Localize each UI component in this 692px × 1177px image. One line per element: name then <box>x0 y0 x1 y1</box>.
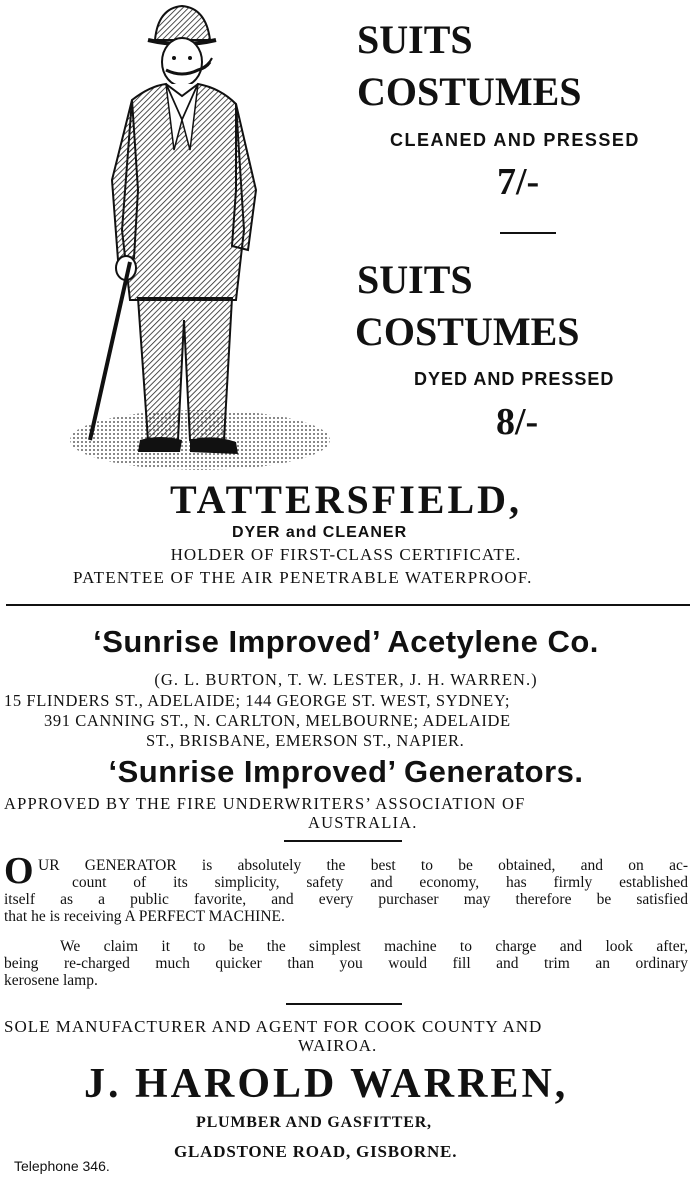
body1-line4: that he is receiving A PERFECT MACHINE. <box>4 908 285 925</box>
price-dyed: 8/- <box>496 401 539 443</box>
body1-line1: UR GENERATOR is absolutely the best to be obtained, and on ac- <box>38 857 688 874</box>
address-line3: ST., BRISBANE, EMERSON ST., NAPIER. <box>146 731 465 750</box>
body-paragraph-2 <box>4 938 688 989</box>
section-divider <box>6 604 690 606</box>
service-cleaned: CLEANED AND PRESSED <box>390 130 640 150</box>
body1-line3: itself as a public favorite, and every purchaser may therefore be satisfied <box>4 891 688 908</box>
approval-line1: APPROVED BY THE FIRE UNDERWRITERS’ ASSOCIATION OF <box>4 794 526 813</box>
heading1-line2: COSTUMES <box>357 69 582 114</box>
address-line1: 15 FLINDERS ST., ADELAIDE; 144 GEORGE ST. WEST, SYDNEY; <box>4 691 511 710</box>
patent-line: PATENTEE OF THE AIR PENETRABLE WATERPROOF. <box>73 568 533 587</box>
drop-cap: O <box>4 850 34 892</box>
price-cleaned: 7/- <box>497 161 540 203</box>
body2-line3: kerosene lamp. <box>4 972 98 989</box>
telephone-line: Telephone 346. <box>14 1158 110 1174</box>
partners-line: (G. L. BURTON, T. W. LESTER, J. H. WARREN.) <box>154 670 538 689</box>
product-name: ‘Sunrise Improved’ Generators. <box>108 754 584 789</box>
company-name: ‘Sunrise Improved’ Acetylene Co. <box>93 624 599 659</box>
agent-line1: SOLE MANUFACTURER AND AGENT FOR COOK COUNTY AND <box>4 1017 543 1036</box>
body-paragraph-1 <box>4 857 688 925</box>
business-name: TATTERSFIELD, <box>169 477 523 522</box>
address-line2: 391 CANNING ST., N. CARLTON, MELBOURNE; ADELAIDE <box>44 711 511 730</box>
trade-line: DYER and CLEANER <box>232 524 408 541</box>
proprietor-trade: PLUMBER AND GASFITTER, <box>196 1114 432 1131</box>
heading2-line1: SUITS <box>357 257 473 302</box>
service-dyed: DYED AND PRESSED <box>414 369 615 389</box>
divider-short-3 <box>286 1003 402 1005</box>
heading2-line2: COSTUMES <box>355 309 580 354</box>
agent-line2: WAIROA. <box>298 1036 378 1055</box>
body2-line2: being re-charged much quicker than you would fill and trim an ordinary <box>4 955 688 972</box>
proprietor-address: GLADSTONE ROAD, GISBORNE. <box>174 1142 458 1161</box>
proprietor-name: J. HAROLD WARREN, <box>84 1061 569 1107</box>
gentleman-illustration <box>60 0 330 470</box>
divider-short-1 <box>500 232 556 234</box>
body1-line2: count of its simplicity, safety and economy, has firmly established <box>72 874 688 891</box>
approval-line2: AUSTRALIA. <box>308 813 418 832</box>
divider-short-2 <box>284 840 402 842</box>
body2-line1: We claim it to be the simplest machine to charge and look after, <box>60 938 688 955</box>
heading1-line1: SUITS <box>357 17 473 62</box>
certificate-line: HOLDER OF FIRST-CLASS CERTIFICATE. <box>170 545 522 564</box>
